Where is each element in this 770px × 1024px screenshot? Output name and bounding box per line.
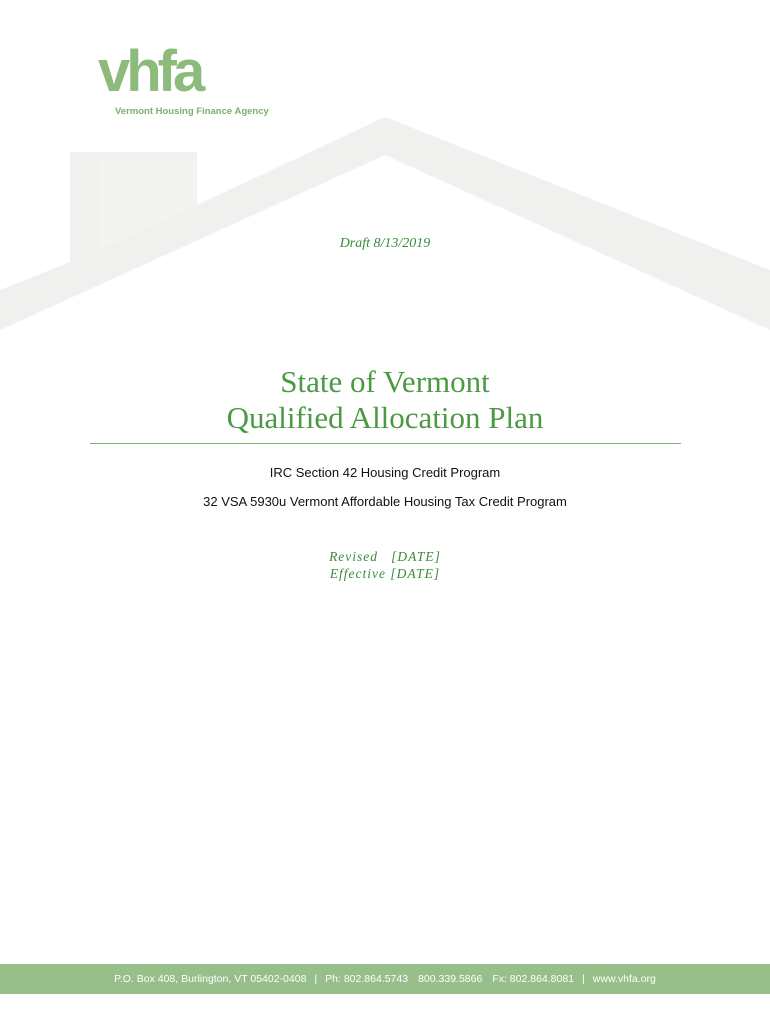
subtitle-vsa: 32 VSA 5930u Vermont Affordable Housing Tax Credit Program [203, 494, 567, 509]
footer-separator: | [314, 973, 318, 985]
vhfa-logo [98, 39, 288, 122]
document-title-line2: Qualified Allocation Plan [226, 400, 544, 435]
effective-date: Effective [DATE] [329, 566, 441, 581]
document-title-line1: State of Vermont [280, 364, 490, 399]
footer-contact-bar [0, 964, 770, 994]
revised-date: Revised [DATE] [329, 549, 441, 564]
footer-address: P.O. Box 408, Burlington, VT 05402-0408 [114, 973, 307, 985]
footer-website-link[interactable]: www.vhfa.org [592, 973, 656, 985]
footer-separator: | [582, 973, 585, 985]
title-divider [90, 443, 681, 444]
logo-agency-name: Vermont Housing Finance Agency [115, 106, 269, 117]
footer-fax: Fx: 802.864.8081 [492, 973, 575, 985]
footer-phone: Ph: 802.864.5743 [325, 973, 409, 985]
logo-letters: vhfa [98, 39, 202, 104]
footer-tollfree: 800.339.5866 [418, 973, 483, 985]
subtitle-irc: IRC Section 42 Housing Credit Program [269, 465, 501, 480]
draft-label: Draft 8/13/2019 [339, 236, 431, 251]
